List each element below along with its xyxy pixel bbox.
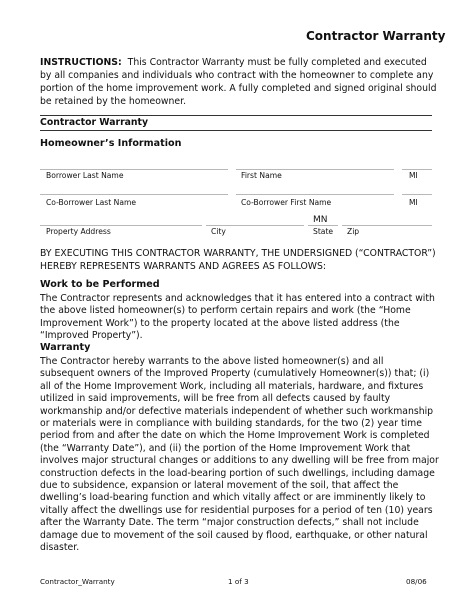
- zip-field[interactable]: [342, 225, 432, 226]
- property-address-field[interactable]: [40, 225, 202, 226]
- coborrower-last-name-field[interactable]: [40, 194, 228, 195]
- warranty-paragraph: The Contractor hereby warrants to the above listed homeowner(s) and all subsequent owners of the Improved Property (cumulatively Homeowner(s)) that; (i) all of the Home Improvement Work, including all materials, hardware, and fixtures utilized in said improvements, will be free from all defects caused by faulty workmanship and/or defective materials independent of whether such workmanship or materials were in compliance with building standards, for the two (2) year time period from and after the date on which the Home Improvement Work is completed (the “Warranty Date”), and (ii) the portion of the Home Improvement Work that involves major structural changes or additions to any dwelling will be free from major construction defects in the load-bearing portion of such dwellings, including damage due to subsidence, expansion or lateral movement of the soil, that affect the dwelling’s load-bearing function and which vitally affect or are imminently likely to vitally affect the dwellings use for residential purposes for a period of ten (10) years after the Warranty Date. The term “major construction defects,” shall not include damage due to movement of the soil caused by flood, earthquake, or other natural disaster.: [40, 356, 439, 554]
- instructions-text: This Contractor Warranty must be fully completed and executed by all companies and individuals who contract with the homeowner to complete any portion of the home improvement work. A fully completed and signed original should be retained by the homeowner.: [40, 57, 437, 107]
- footer-page-number: 1 of 3: [228, 577, 249, 586]
- zip-label: Zip: [347, 227, 360, 236]
- city-label: City: [211, 227, 226, 236]
- instructions-block: [40, 56, 440, 108]
- warranty-heading: Warranty: [40, 342, 91, 353]
- executing-statement: BY EXECUTING THIS CONTRACTOR WARRANTY, THE UNDERSIGNED (“CONTRACTOR”) HEREBY REPRESENTS WARRANTS AND AGREES AS FOLLOWS:: [40, 248, 436, 272]
- section-title-bar: Contractor Warranty: [40, 115, 432, 131]
- borrower-last-name-field[interactable]: [40, 169, 228, 170]
- first-name-field[interactable]: [236, 169, 394, 170]
- document-title: Contractor Warranty: [306, 29, 446, 43]
- property-address-label: Property Address: [46, 227, 111, 236]
- coborrower-first-name-label: Co-Borrower First Name: [241, 198, 332, 207]
- state-value: MN: [313, 215, 328, 225]
- mi-field[interactable]: [402, 169, 432, 170]
- state-label: State: [313, 227, 334, 236]
- work-paragraph: The Contractor represents and acknowledges that it has entered into a contract with the above listed homeowner(s) to perform certain repairs and work (the “Home Improvement Work”) to the property located at the above listed address (the “Improved Property”).: [40, 293, 435, 342]
- coborrower-last-name-label: Co-Borrower Last Name: [46, 198, 137, 207]
- instructions-label: INSTRUCTIONS:: [40, 57, 122, 68]
- mi-label: MI: [409, 171, 418, 180]
- borrower-last-name-label: Borrower Last Name: [46, 171, 124, 180]
- coborrower-first-name-field[interactable]: [236, 194, 394, 195]
- footer-filename: Contractor_Warranty: [40, 577, 115, 586]
- mi-field-2[interactable]: [402, 194, 432, 195]
- state-field[interactable]: [308, 225, 338, 226]
- homeowner-heading: Homeowner’s Information: [40, 138, 182, 149]
- footer-date: 08/06: [406, 577, 427, 586]
- first-name-label: First Name: [241, 171, 282, 180]
- work-heading: Work to be Performed: [40, 279, 160, 290]
- city-field[interactable]: [206, 225, 304, 226]
- mi-label-2: MI: [409, 198, 418, 207]
